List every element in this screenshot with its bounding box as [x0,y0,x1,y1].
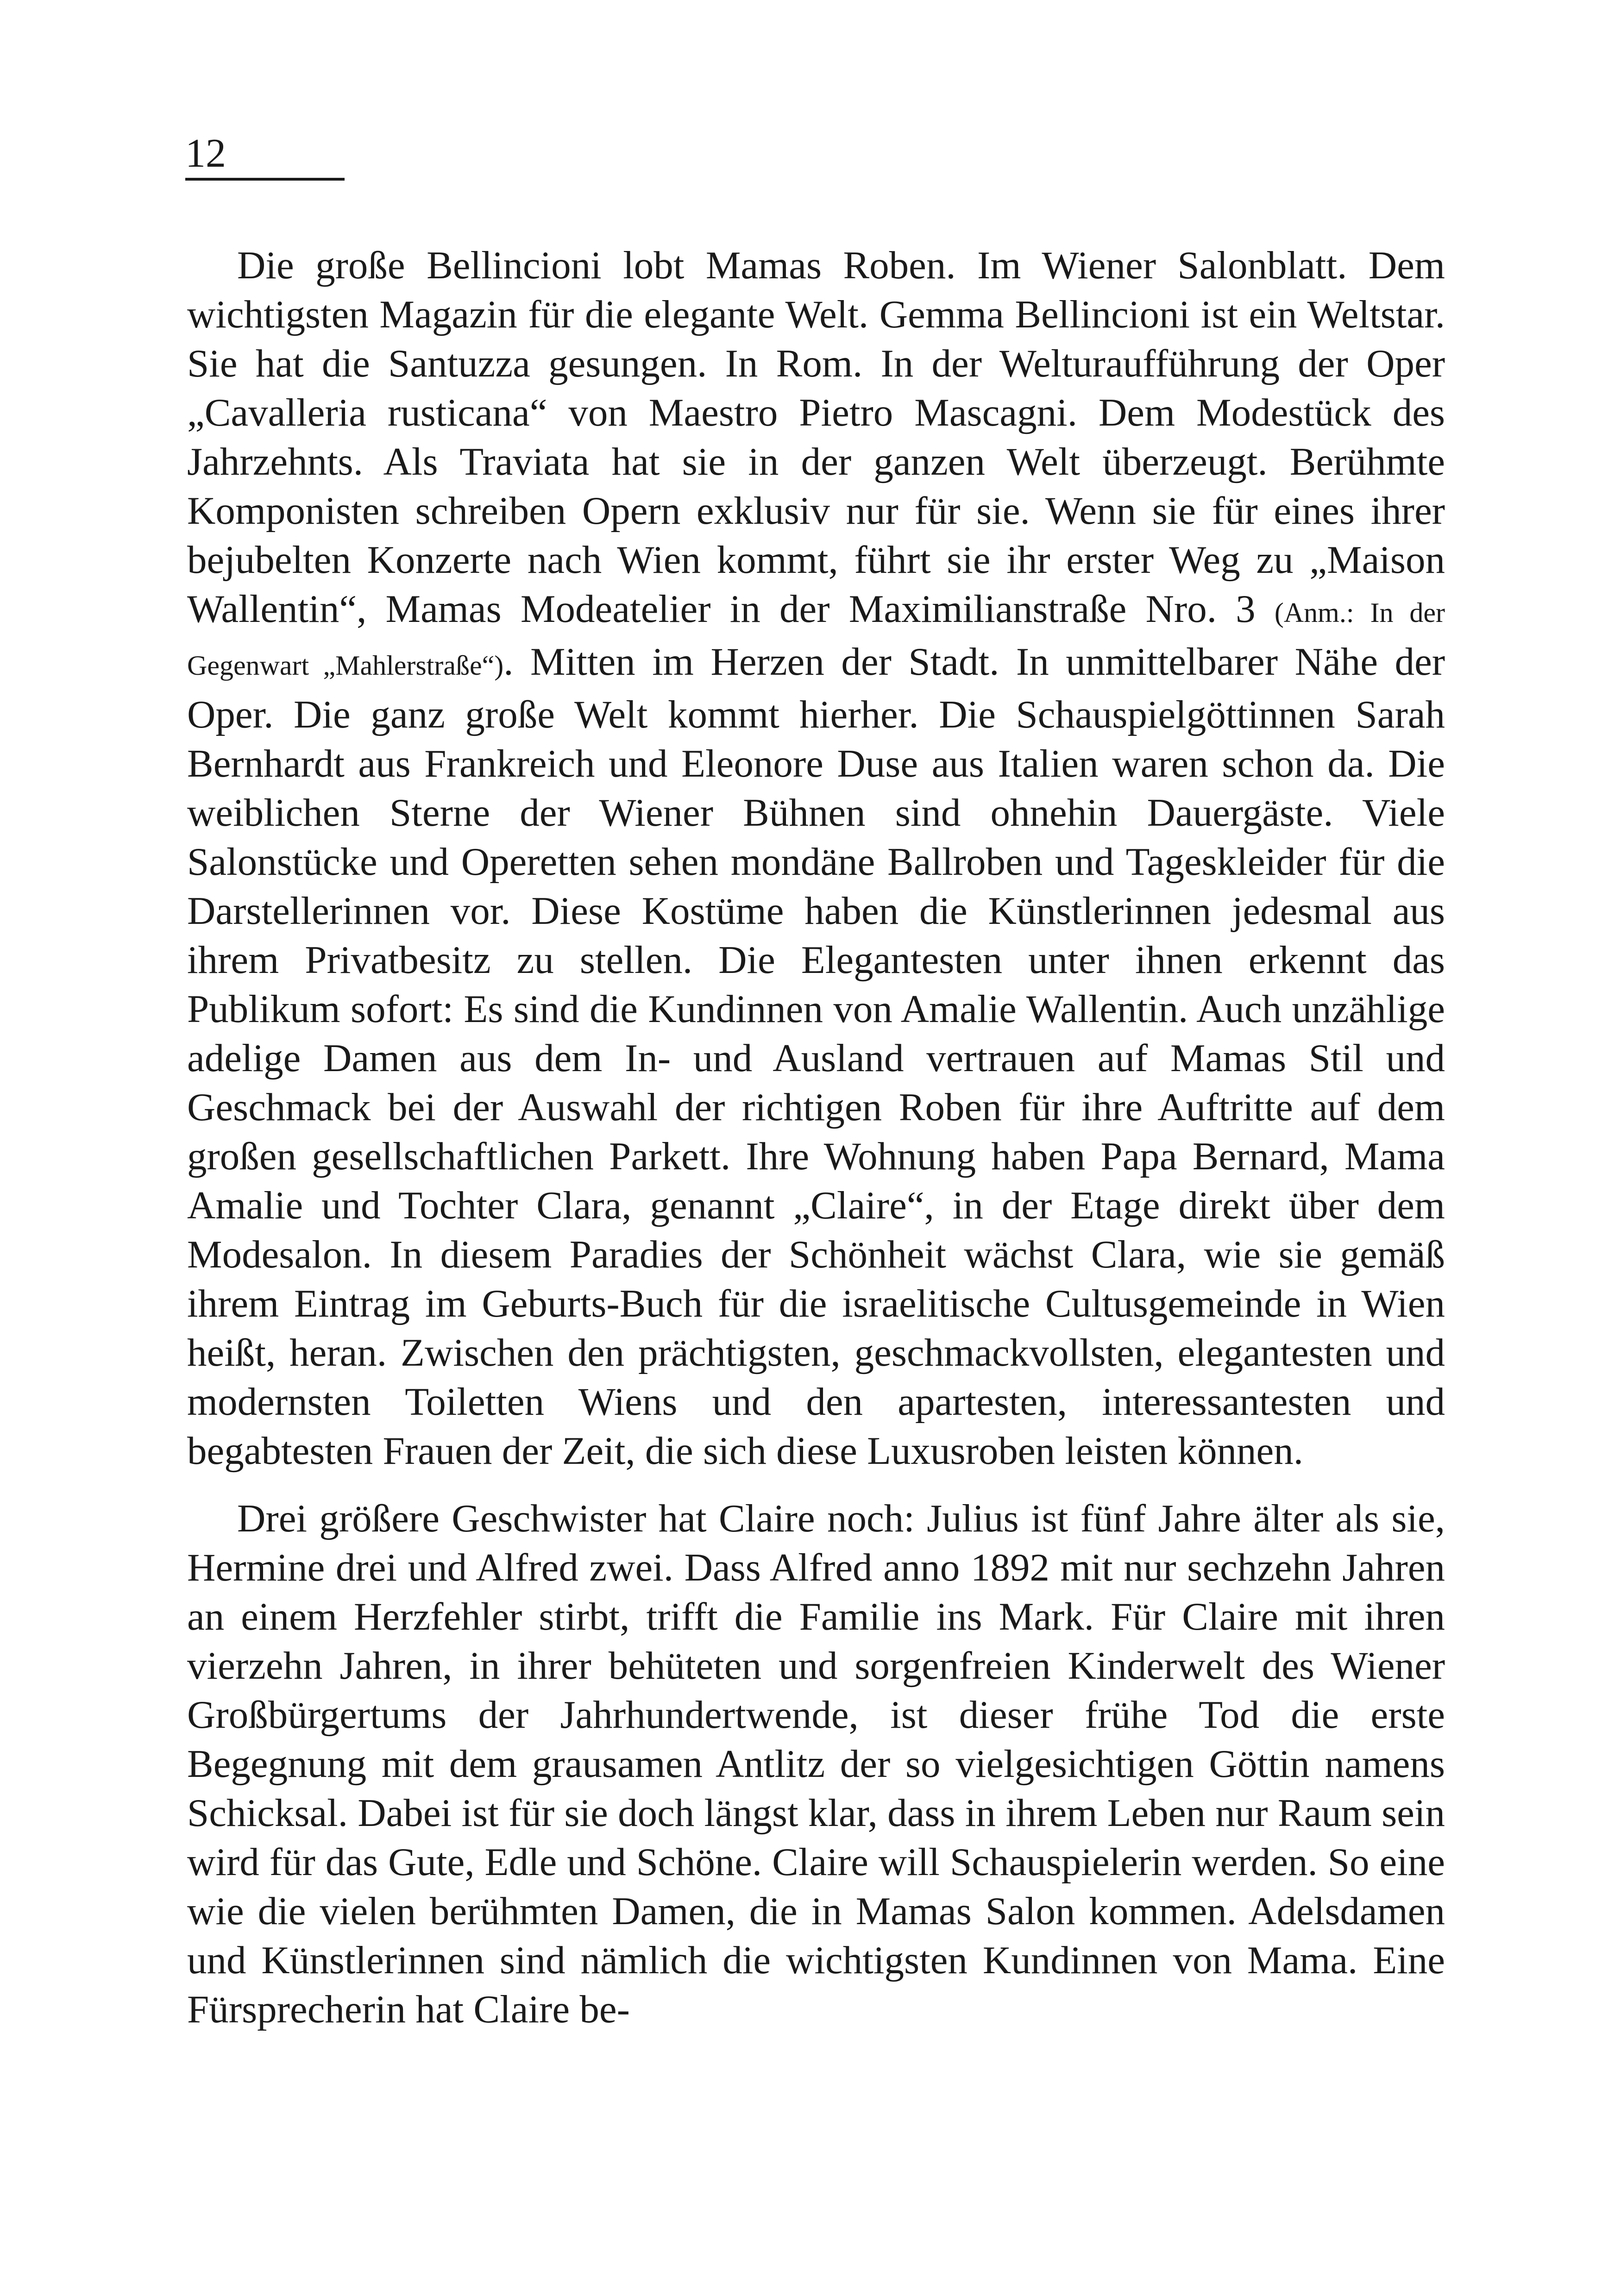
paragraph-1-text-before-note: Die große Bellincioni lobt Mamas Roben. Im Wiener Salonblatt. Dem wichtigsten Magazin für die elegante Welt. Gemma Bellincioni ist ein Weltstar. Sie hat die Santuzza gesungen. In Rom. In der Welturaufführung der Oper „Cavalleria rusticana“ von Maestro Pietro Mascagni. Dem Modestück des Jahrzehnts. Als Traviata hat sie in der ganzen Welt überzeugt. Berühmte Komponisten schreiben Opern exklusiv nur für sie. Wenn sie für eines ihrer bejubelten Konzerte nach Wien kommt, führt sie ihr erster Weg zu „Maison Wallentin“, Mamas Modeatelier in der Maximilianstraße Nro. 3 [187,244,1445,631]
editorial-note: (Anm.: In der Gegenwart „Mahlerstraße“) [187,597,1445,681]
page-number: 12 [185,131,226,176]
paragraph-1-text-after-note: . Mitten im Herzen der Stadt. In unmittelbarer Nähe der Oper. Die ganz große Welt kommt hierher. Die Schauspielgöttinnen Sarah Bernhardt aus Frankreich und Eleonore Duse aus Italien waren schon da. Die weiblichen Sterne der Wiener Bühnen sind ohnehin Dauergäste. Viele Salonstücke und Operetten sehen mondäne Ballroben und Tageskleider für die Darstellerinnen vor. Diese Kostüme haben die Künstlerinnen jedesmal aus ihrem Privatbesitz zu stellen. Die Elegantesten unter ihnen erkennt das Publikum sofort: Es sind die Kundinnen von Amalie Wallentin. Auch unzählige adelige Damen aus dem In- und Ausland vertrauen auf Mamas Stil und Geschmack bei der Auswahl der richtigen Roben für ihre Auftritte auf dem großen gesellschaftlichen Parkett. Ihre Wohnung haben Papa Bernard, Mama Amalie und Tochter Clara, genannt „Claire“, in der Etage direkt über dem Modesalon. In diesem Paradies der Schönheit wächst Clara, wie sie gemäß ihrem Eintrag im Geburts-Buch für die israelitische Cultusgemeinde in Wien heißt, heran. Zwischen den prächtigsten, geschmackvollsten, elegantesten und modernsten Toiletten Wiens und den apartesten, interessantesten und begabtesten Frauen der Zeit, die sich diese Luxusroben leisten können. [187,640,1445,1473]
page-number-rule [185,178,345,181]
body-text [187,241,1445,2034]
paragraph-2: Drei größere Geschwister hat Claire noch: Julius ist fünf Jahre älter als sie, Hermine drei und Alfred zwei. Dass Alfred anno 1892 mit nur sechzehn Jahren an einem Herzfehler stirbt, trifft die Familie ins Mark. Für Claire mit ihren vierzehn Jahren, in ihrer behüteten und sorgenfreien Kinderwelt des Wiener Großbürgertums der Jahrhundertwende, ist dieser frühe Tod die erste Begegnung mit dem grausamen Antlitz der so vielgesichtigen Göttin namens Schicksal. Dabei ist für sie doch längst klar, dass in ihrem Leben nur Raum sein wird für das Gute, Edle und Schöne. Claire will Schauspielerin werden. So eine wie die vielen berühmten Damen, die in Mamas Salon kommen. Adelsdamen und Künstlerinnen sind nämlich die wichtigsten Kundinnen von Mama. Eine Fürsprecherin hat Claire be- [187,1497,1445,2031]
paragraph-1 [187,241,1445,1475]
